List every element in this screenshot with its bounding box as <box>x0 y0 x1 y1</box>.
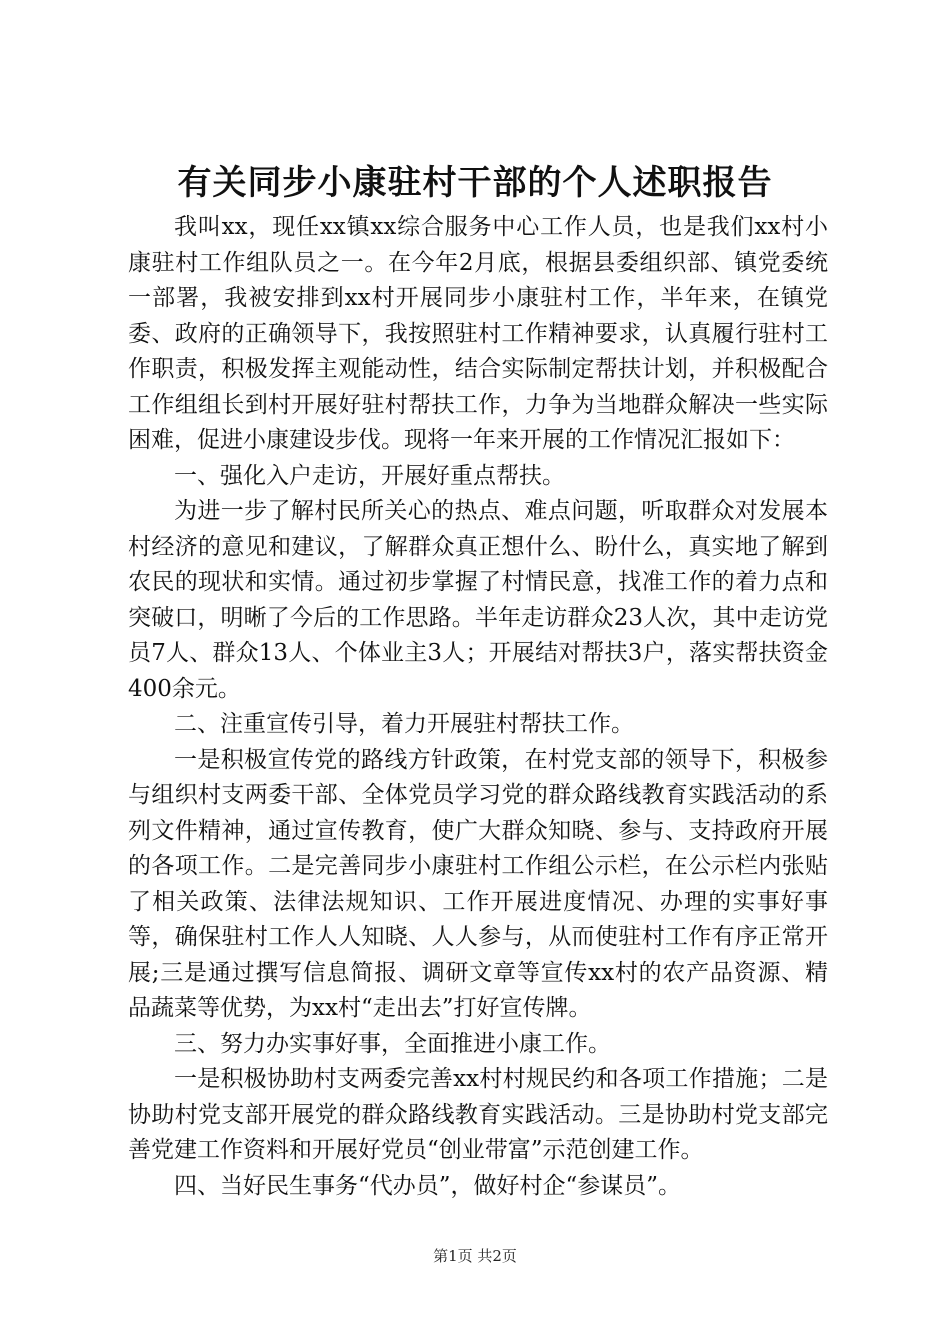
paragraph-section-2: 一是积极宣传党的路线方针政策，在村党支部的领导下，积极参与组织村支两委干部、全体党员学习党的群众路线教育实践活动的系列文件精神，通过宣传教育，使广大群众知晓、参与、支持政府开展的各项工作。二是完善同步小康驻村工作组公示栏，在公示栏内张贴了相关政策、法律法规知识、工作开展进度情况、办理的实事好事等，确保驻村工作人人知晓、人人参与，从而使驻村工作有序正常开展;三是通过撰写信息简报、调研文章等宣传xx村的农产品资源、精品蔬菜等优势，为xx村“走出去”打好宣传牌。 <box>128 746 828 1021</box>
section-heading-2: 二、注重宣传引导，着力开展驻村帮扶工作。 <box>174 711 634 737</box>
section-heading-3: 三、努力办实事好事，全面推进小康工作。 <box>174 1030 611 1057</box>
paragraph-section-3: 一是积极协助村支两委完善xx村村规民约和各项工作措施；二是协助村党支部开展党的群众路线教育实践活动。三是协助村党支部完善党建工作资料和开展好党员“创业带富”示范创建工作。 <box>128 1066 828 1163</box>
paragraph-intro: 我叫xx，现任xx镇xx综合服务中心工作人员，也是我们xx村小康驻村工作组队员之一。在今年2月底，根据县委组织部、镇党委统一部署，我被安排到xx村开展同步小康驻村工作，半年来，在镇党委、政府的正确领导下，我按照驻村工作精神要求，认真履行驻村工作职责，积极发挥主观能动性，结合实际制定帮扶计划，并积极配合工作组组长到村开展好驻村帮扶工作，力争为当地群众解决一些实际困难，促进小康建设步伐。现将一年来开展的工作情况汇报如下： <box>128 214 828 453</box>
section-heading-1: 一、强化入户走访，开展好重点帮扶。 <box>174 462 565 489</box>
document-title: 有关同步小康驻村干部的个人述职报告 <box>177 163 773 203</box>
paragraph-section-1: 为进一步了解村民所关心的热点、难点问题，听取群众对发展本村经济的意见和建议，了解群众真正想什么、盼什么，真实地了解到农民的现状和实情。通过初步掌握了村情民意，找准工作的着力点和突破口，明晰了今后的工作思路。半年走访群众23人次，其中走访党员7人、群众13人、个体业主3人；开展结对帮扶3户，落实帮扶资金400余元。 <box>128 498 828 702</box>
page-footer: 第1页 共2页 <box>433 1247 517 1265</box>
section-heading-4: 四、当好民生事务“代办员”，做好村企“参谋员”。 <box>174 1172 682 1199</box>
document-body <box>128 210 828 1204</box>
